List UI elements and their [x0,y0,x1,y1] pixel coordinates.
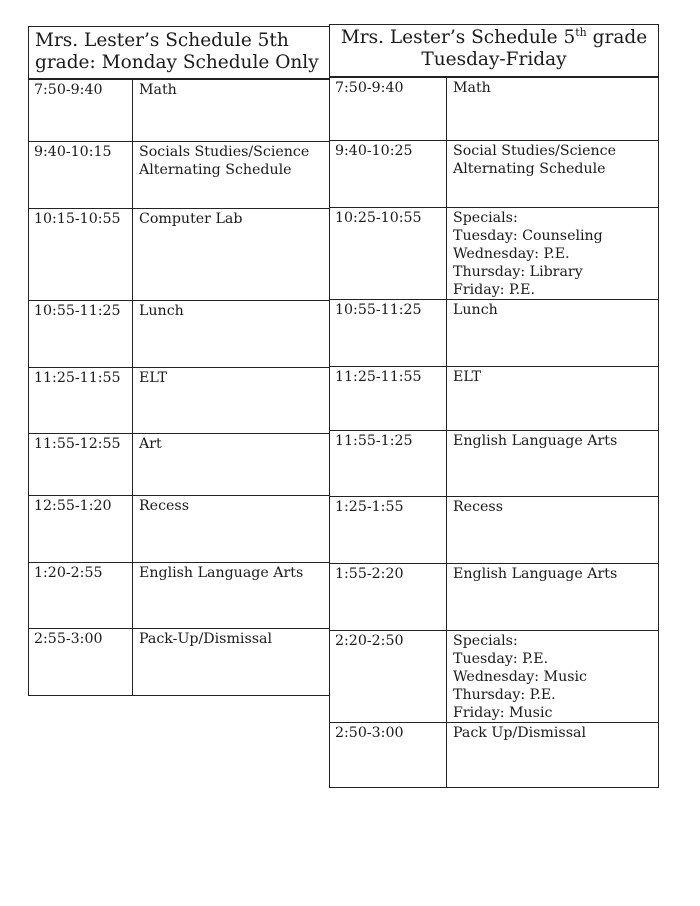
time-cell: 2:50-3:00 [330,723,447,787]
table-row [330,496,658,563]
table-row [29,141,329,208]
table-row [330,77,658,140]
activity-cell: Socials Studies/Science Alternating Schedule [139,144,310,178]
activity-cell: English Language Arts [453,566,618,582]
tuesday-friday-schedule-title [330,25,658,77]
time-cell: 10:55-11:25 [29,301,133,367]
time-cell: 12:55-1:20 [29,496,133,562]
activity-cell: Social Studies/Science Alternating Schedule [453,143,616,177]
table-row [330,140,658,207]
table-row [29,562,329,628]
activity-cell: Pack Up/Dismissal [453,725,586,741]
table-row [330,630,658,722]
table-row [330,563,658,630]
activity-cell: Specials: Tuesday: Counseling Wednesday: P.E. Thursday: Library Friday: P.E. [453,210,603,298]
time-cell: 2:20-2:50 [330,631,447,722]
time-cell: 2:55-3:00 [29,629,133,695]
time-cell: 1:25-1:55 [330,497,447,563]
time-cell: 1:20-2:55 [29,563,133,628]
activity-cell: Recess [453,499,503,515]
time-cell: 9:40-10:25 [330,141,447,207]
table-row [330,430,658,496]
table-row [29,495,329,562]
activity-cell: Computer Lab [139,211,243,227]
table-row [29,300,329,367]
title-text-grade: grade [586,27,648,48]
time-cell: 7:50-9:40 [330,78,447,140]
time-cell: 11:55-1:25 [330,431,447,496]
activity-cell: ELT [453,369,482,385]
time-cell: 11:25-11:55 [29,368,133,433]
activity-cell: Lunch [453,302,498,318]
table-row [29,79,329,141]
activity-cell: Pack-Up/Dismissal [139,631,273,647]
activity-cell: Recess [139,498,189,514]
table-row [29,208,329,300]
activity-cell: English Language Arts [139,565,304,581]
time-cell: 10:15-10:55 [29,209,133,300]
time-cell: 1:55-2:20 [330,564,447,630]
monday-schedule-table [28,26,330,696]
table-row [330,722,658,787]
table-row [330,299,658,366]
time-cell: 10:25-10:55 [330,208,447,299]
monday-schedule-title: Mrs. Lester’s Schedule 5th grade: Monday Schedule Only [29,27,329,79]
time-cell: 11:25-11:55 [330,367,447,430]
table-row [330,366,658,430]
title-subtitle: Tuesday-Friday [421,49,567,70]
time-cell: 9:40-10:15 [29,142,133,208]
activity-cell: Lunch [139,303,184,319]
activity-cell: English Language Arts [453,433,618,449]
activity-cell: Specials: Tuesday: P.E. Wednesday: Music Thursday: P.E. Friday: Music [453,633,587,721]
tuesday-friday-schedule-table [329,24,659,788]
table-row [29,433,329,495]
activity-cell: Art [139,436,162,452]
title-text: Mrs. Lester’s Schedule 5 [340,27,576,48]
title-superscript: th [575,26,587,39]
time-cell: 10:55-11:25 [330,300,447,366]
activity-cell: Math [139,82,177,98]
table-row [29,628,329,695]
activity-cell: Math [453,80,491,96]
activity-cell: ELT [139,370,168,386]
time-cell: 11:55-12:55 [29,434,133,495]
table-row [29,367,329,433]
table-row [330,207,658,299]
time-cell: 7:50-9:40 [29,80,133,141]
